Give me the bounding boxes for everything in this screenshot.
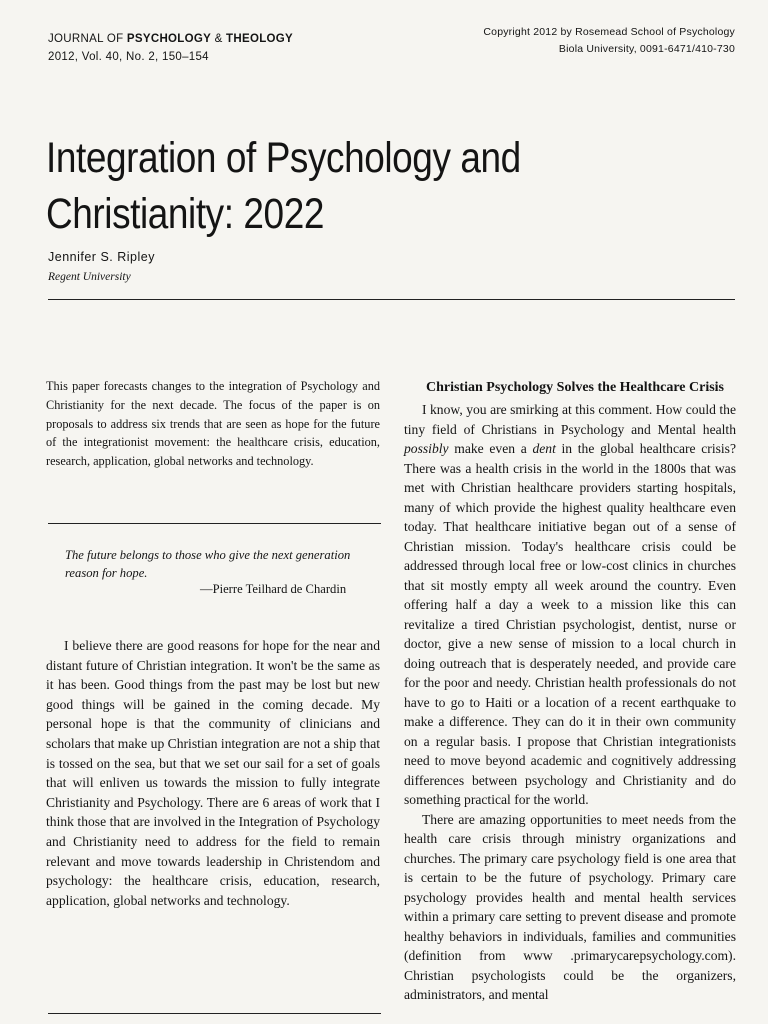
abstract: This paper forecasts changes to the integration of Psychology and Christianity for the next decade. The focus of the paper is on proposals to address six trends that are seen as hope for the future of the integrationist movement: the healthcare crisis, education, research, application, global networks and technology. (46, 379, 380, 469)
emphasis-possibly: possibly (404, 441, 449, 456)
copyright-line: Copyright 2012 by Rosemead School of Psychology (483, 26, 735, 38)
section-body (404, 400, 736, 1005)
journal-citation: 2012, Vol. 40, No. 2, 150–154 (48, 51, 209, 63)
epigraph-attribution: —Pierre Teilhard de Chardin (200, 582, 347, 596)
issn-line: Biola University, 0091-6471/410-730 (558, 43, 735, 55)
epigraph-text: The future belongs to those who give the next generation reason for hope. (65, 548, 351, 580)
title-line-2: Christianity: 2022 (46, 190, 324, 238)
abstract-divider (48, 523, 381, 524)
article-title (46, 130, 631, 242)
section-paragraph-2: There are amazing opportunities to meet needs from the health care crisis through ministry organizations and churches. The primary care psychology field is one area that is certain to be the future of psychology. Primary care psychology provides health and mental health services within a primary care setting to prevent disease and promote healthy behaviors in individuals, families and communities (definition from www .primarycarepsychology.com). Christian psychologists could be the organizers, administrators, and mental (404, 811, 736, 1002)
header-divider (48, 299, 735, 300)
intro-paragraph: I believe there are good reasons for hope for the near and distant future of Christian integration. It won't be the same as it has been. Good things from the past may be lost but new good things will be gained in the coming decade. My personal hope is that the community of clinicians and scholars that make up Christian integration are not a ship that is tossed on the sea, but that we set our sail for a set of goals that will enliven us towards the mission to fully integrate Christianity and Psychology. There are 6 areas of work that I think those that are involved in the Integration of Psychology and Christianity need to address for the field to remain relevant and move towards leadership in Christendom and psychology: the healthcare crisis, education, research, application, global networks and technology. (46, 638, 380, 908)
section-heading: Christian Psychology Solves the Healthcare Crisis (425, 380, 724, 395)
copyright-block (483, 24, 735, 58)
emphasis-dent: dent (532, 441, 556, 456)
author-affiliation: Regent University (48, 271, 131, 283)
section-paragraph-1: I know, you are smirking at this comment. How could the tiny field of Christians in Psychology and Mental health possibly make even a dent in the global healthcare crisis? There was a health crisis in the world in the 1800s that was met with Christian healthcare providers starting hospitals, many of which provide the highest quality healthcare even today. That healthcare initiative began out of a sense of Christian mission. Today's healthcare crisis could be addressed through local free or low-cost clinics in churches that sit mostly empty all week around the country. Even offering half a day a week to a mission like this can revitalize a tired Christian psychologist, dentist, nurse or doctor, give a new sense of mission to a local church in doing outreach that is desperately needed, and provide care for the poor and needy. Christian health professionals do not have to go to Haiti or a location of a recent earthquake to make a difference. They can do it in their own community on a regular basis. I propose that Christian integrationists need to move beyond academic and cognitively addressing differences between psychology and Christianity and do something practical for the world. (404, 402, 736, 807)
footnote-divider (48, 1013, 381, 1014)
journal-name: JOURNAL OF PSYCHOLOGY & THEOLOGY (48, 33, 293, 45)
title-line-1: Integration of Psychology and (46, 134, 521, 182)
author-name: Jennifer S. Ripley (48, 250, 155, 264)
journal-header (48, 30, 293, 66)
